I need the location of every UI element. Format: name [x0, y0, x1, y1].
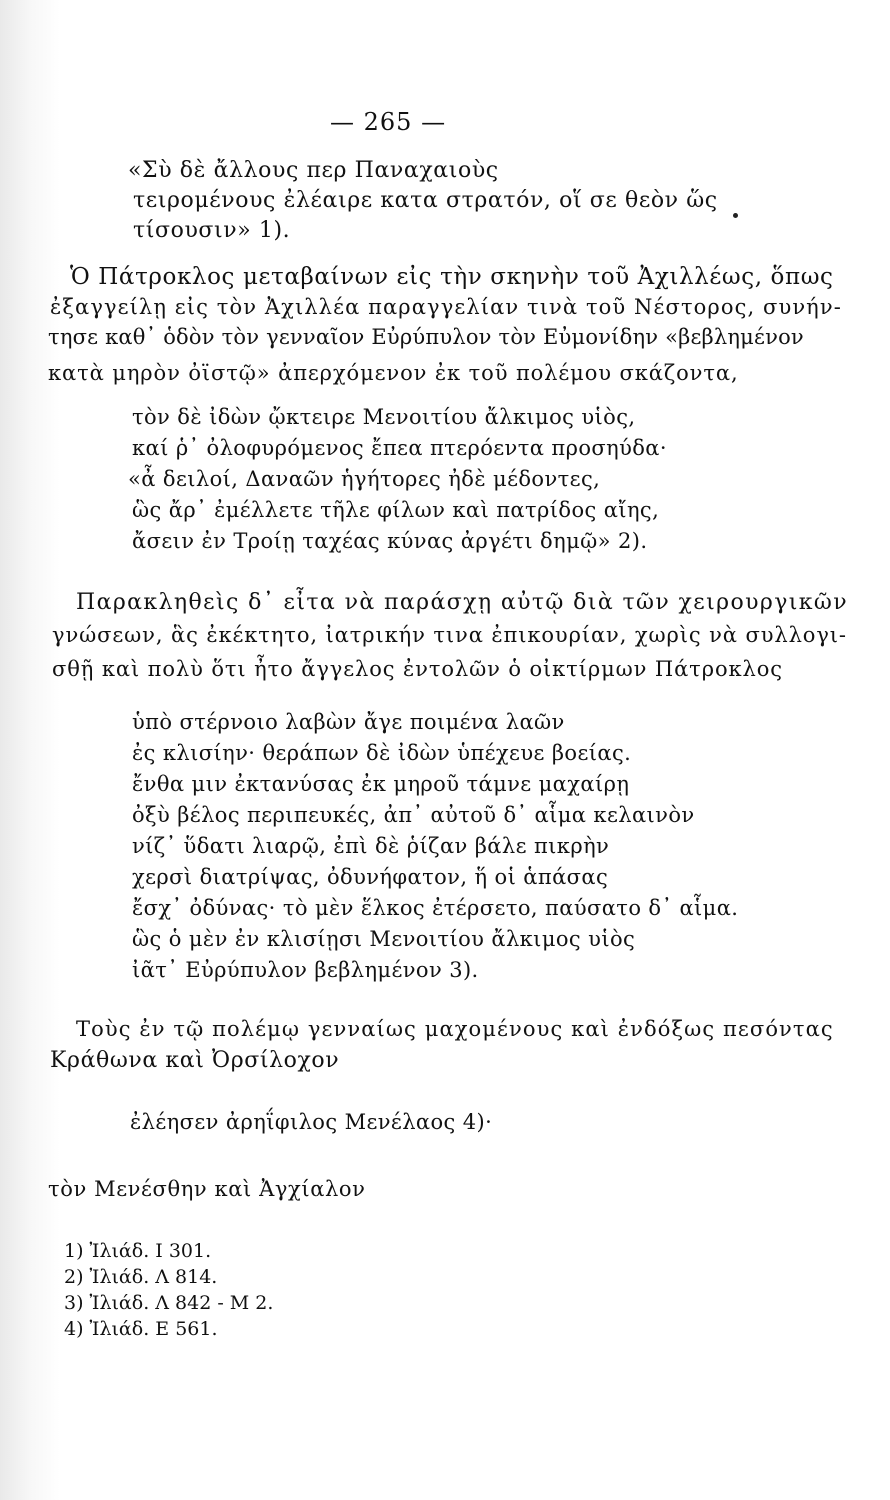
verse2-line-9: ἰᾶτ᾽ Εὐρύπυλον βεβλημένον 3). — [132, 958, 479, 982]
para2-line-3: σθῇ καὶ πολὺ ὅτι ἦτο ἄγγελος ἐντολῶν ὁ οἰκτίρμων Πάτροκλος — [52, 657, 783, 681]
footnote-2: 2) Ἰλιάδ. Λ 814. — [64, 1266, 218, 1288]
para1-line-3: τησε καθ᾽ ὁδὸν τὸν γενναῖον Εὐρύπυλον τὸν Εὐμονίδην «βεβλημένον — [48, 325, 804, 349]
verse1-line-2: καί ῥ᾽ ὀλοφυρόμενος ἔπεα πτερόεντα προσηύδα· — [132, 436, 667, 460]
verse2-line-1: ὑπὸ στέρνοιο λαβὼν ἄγε ποιμένα λαῶν — [132, 710, 565, 734]
quote1-line-3: τίσουσιν» 1). — [133, 218, 291, 243]
verse2-line-6: χερσὶ διατρίψας, ὀδυνήφατον, ἥ οἱ ἁπάσας — [132, 865, 609, 889]
verse2-line-3: ἔνθα μιν ἐκτανύσας ἐκ μηροῦ τάμνε μαχαίρῃ — [132, 772, 630, 796]
para3-line-2: Κράθωνα καὶ Ὀρσίλοχον — [50, 1048, 340, 1073]
verse1-line-1: τὸν δὲ ἰδὼν ᾤκτειρε Μενοιτίου ἄλκιμος υἱὸς, — [132, 405, 636, 429]
footnote-1: 1) Ἰλιάδ. Ι 301. — [64, 1240, 212, 1262]
verse2-line-4: ὀξὺ βέλος περιπευκές, ἀπ᾽ αὐτοῦ δ᾽ αἷμα κελαινὸν — [132, 803, 695, 827]
verse2-line-8: ὣς ὁ μὲν ἐν κλισίῃσι Μενοιτίου ἄλκιμος υἱὸς — [132, 927, 636, 951]
para2-line-1: Παρακληθεὶς δ᾽ εἶτα νὰ παράσχῃ αὐτῷ διὰ τῶν χειρουργικῶν — [76, 590, 849, 615]
para1-line-1: Ὁ Πάτροκλος μεταβαίνων εἰς τὴν σκηνὴν τοῦ Ἀχιλλέως, ὅπως — [70, 264, 834, 290]
para1-line-2: ἐξαγγείλῃ εἰς τὸν Ἀχιλλέα παραγγελίαν τινὰ τοῦ Νέστορος, συνήν- — [50, 295, 842, 319]
quote1-line-2: τειρομένους ἐλέαιρε κατα στρατόν, οἵ σε θεὸν ὥς — [133, 188, 718, 213]
verse3-line: ἐλέησεν ἀρηΐφιλος Μενέλαος 4)· — [130, 1110, 493, 1134]
para3-line-1: Τοὺς ἐν τῷ πολέμῳ γενναίως μαχομένους καὶ ἐνδόξως πεσόντας — [76, 1017, 834, 1041]
verse1-line-5: ἄσειν ἐν Τροίῃ ταχέας κύνας ἀργέτι δημῷ» 2). — [132, 529, 648, 553]
verse1-line-4: ὣς ἄρ᾽ ἐμέλλετε τῆλε φίλων καὶ πατρίδος αἴης, — [132, 498, 660, 522]
verse2-line-7: ἔσχ᾽ ὀδύνας· τὸ μὲν ἕλκος ἐτέρσετο, παύσατο δ᾽ αἷμα. — [132, 896, 739, 920]
page-number: — 265 — — [330, 108, 447, 136]
verse1-line-3: «ἆ δειλοί, Δαναῶν ἡγήτορες ἠδὲ μέδοντες, — [128, 467, 601, 491]
verse2-line-5: νίζ᾽ ὕδατι λιαρῷ, ἐπὶ δὲ ῥίζαν βάλε πικρὴν — [132, 834, 610, 858]
para2-line-2: γνώσεων, ἃς ἐκέκτητο, ἰατρικήν τινα ἐπικουρίαν, χωρὶς νὰ συλλογι- — [52, 623, 847, 647]
quote1-line-1: «Σὺ δὲ ἄλλους περ Παναχαιοὺς — [128, 158, 499, 183]
verse2-line-2: ἐς κλισίην· θεράπων δὲ ἰδὼν ὑπέχευε βοείας. — [132, 741, 632, 765]
stray-dot — [733, 213, 738, 218]
footnote-3: 3) Ἰλιάδ. Λ 842 - Μ 2. — [64, 1292, 274, 1314]
para4-line: τὸν Μενέσθην καὶ Ἀγχίαλον — [48, 1177, 366, 1201]
para1-line-4: κατὰ μηρὸν ὀϊστῷ» ἀπερχόμενον ἐκ τοῦ πολέμου σκάζοντα, — [48, 361, 739, 385]
footnote-4: 4) Ἰλιάδ. Ε 561. — [64, 1318, 218, 1340]
